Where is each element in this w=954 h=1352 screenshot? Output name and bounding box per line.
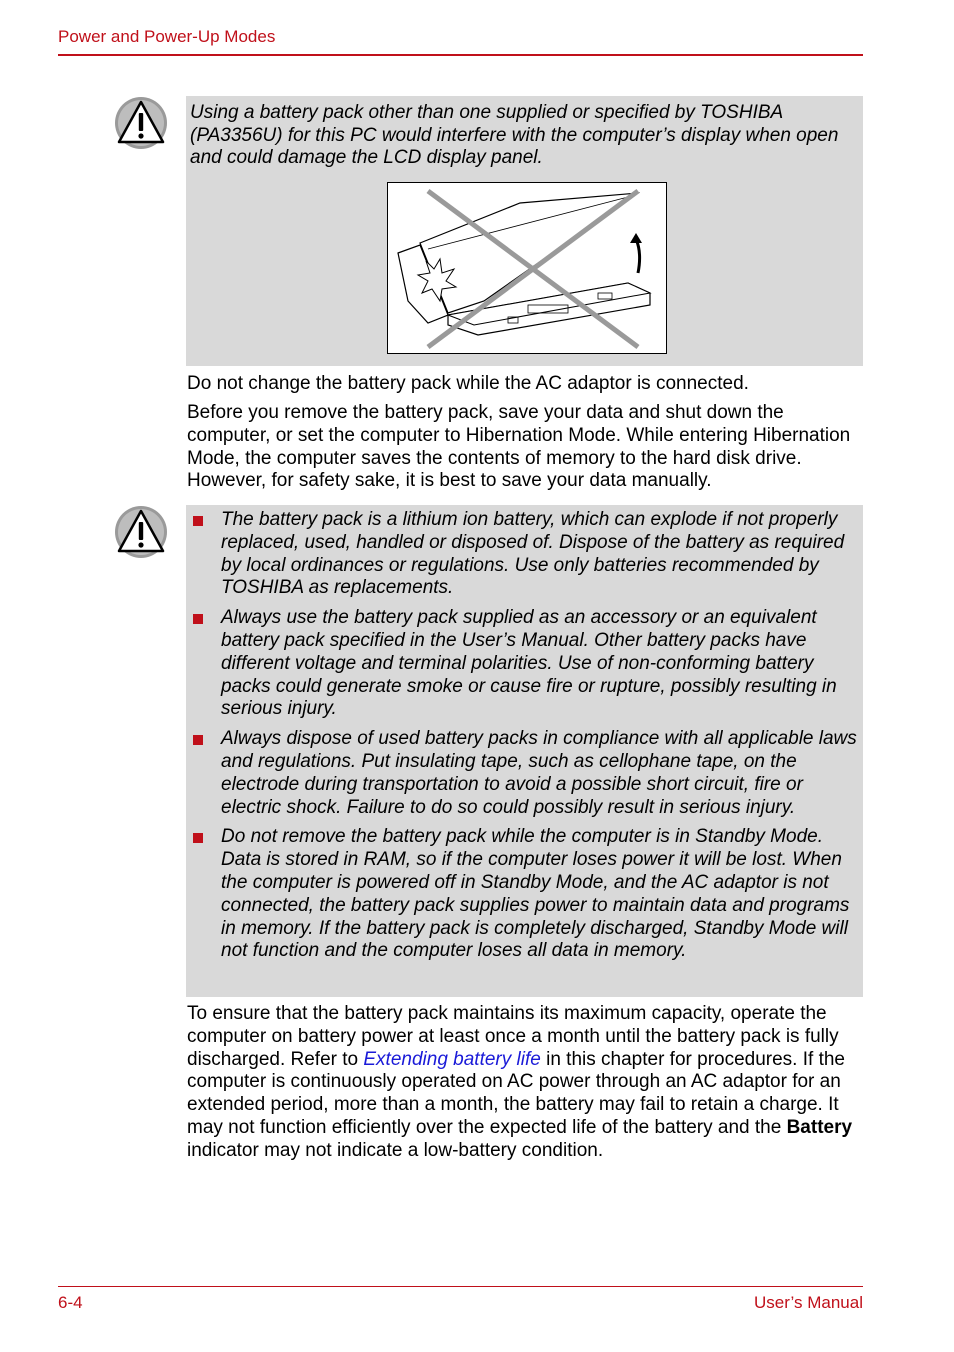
square-bullet-icon	[193, 735, 203, 745]
extending-battery-life-link[interactable]: Extending battery life	[363, 1048, 541, 1070]
footer-rule	[58, 1286, 863, 1287]
list-item	[186, 826, 863, 963]
caution-icon	[114, 96, 168, 150]
warning-note-text: Using a battery pack other than one supplied or specified by TOSHIBA (PA3356U) for this PC would interfere with the computer’s display when open and could damage the LCD display panel.	[190, 102, 839, 168]
battery-indicator-term: Battery	[786, 1116, 853, 1138]
list-item-text: Always dispose of used battery packs in compliance with all applicable laws and regulations. Put insulating tape, such as cellophane tape, on the electrode during transportation to avoid a possible short circuit, fire or electric shock. Failure to do so could possibly result in serious injury.	[221, 728, 857, 818]
laptop-figure-graphic	[388, 183, 666, 353]
paragraph-remove-battery: Before you remove the battery pack, save your data and shut down the computer, or set the computer to Hibernation Mode. While entering Hibernation Mode, the computer saves the contents of memory to the hard disk drive. However, for safety sake, it is best to save your data manually.	[187, 402, 851, 492]
paragraph-maintain-capacity	[187, 1003, 867, 1163]
paragraph-ac-adaptor: Do not change the battery pack while the AC adaptor is connected.	[187, 373, 749, 394]
paragraph-text: indicator may not indicate a low-battery condition.	[187, 1139, 604, 1161]
list-item	[186, 607, 863, 721]
caution-bullet-list	[186, 509, 863, 970]
page-header-title: Power and Power-Up Modes	[58, 27, 276, 46]
header-rule	[58, 54, 863, 56]
caution-icon	[114, 505, 168, 559]
caution-note	[186, 505, 863, 997]
list-item	[186, 728, 863, 819]
list-item-text: Do not remove the battery pack while the computer is in Standby Mode. Data is stored in RAM, so if the computer loses power it will be lost. When the computer is powered off in Standby Mode, and the AC adaptor is not connected, the battery pack supplies power to maintain data and programs in memory. If the battery pack is completely discharged, Standby Mode will not function and the computer loses all data in memory.	[221, 826, 850, 962]
laptop-battery-illustration	[387, 182, 667, 354]
paragraph-text: To ensure that the battery pack maintains its maximum capacity, operate the computer on battery power at least once a month until the battery pack is fully discharged. Refer to	[187, 1003, 839, 1070]
warning-note	[186, 96, 863, 366]
square-bullet-icon	[193, 833, 203, 843]
square-bullet-icon	[193, 516, 203, 526]
manual-name: User’s Manual	[754, 1293, 863, 1312]
list-item-text: Always use the battery pack supplied as an accessory or an equivalent battery pack specified in the User’s Manual. Other battery packs have different voltage and terminal polarities. Use of non-conforming battery packs could generate smoke or cause fire or rupture, possibly resulting in serious injury.	[221, 607, 837, 720]
list-item	[186, 509, 863, 600]
square-bullet-icon	[193, 614, 203, 624]
paragraph-text: in this chapter for procedures. If the computer is continuously operated on AC power through an AC adaptor for an extended period, more than a month, the battery may fail to retain a charge. It may not function efficiently over the expected life of the battery and the	[187, 1048, 845, 1138]
list-item-text: The battery pack is a lithium ion battery, which can explode if not properly replaced, used, handled or disposed of. Dispose of the battery as required by local ordinances or regulations. Use only batteries recommended by TOSHIBA as replacements.	[221, 509, 845, 599]
page-number: 6-4	[58, 1293, 83, 1312]
